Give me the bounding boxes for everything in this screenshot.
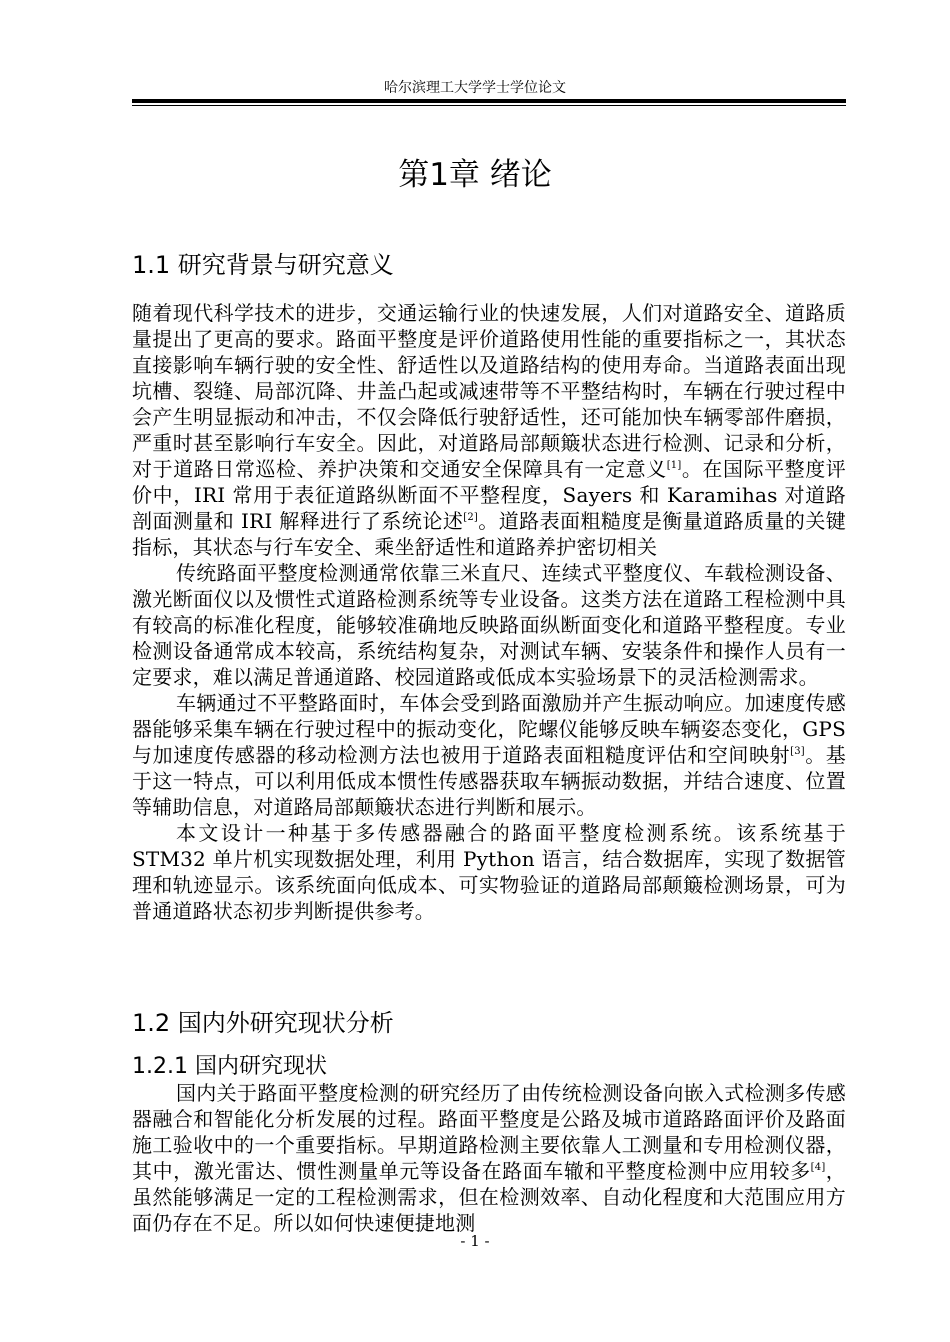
text-run: ，虽然能够满足一定的工程检测需求，但在检测效率、自动化程度和大范围应用方面仍存在不足。所以如何快速便捷地测: [132, 1159, 846, 1235]
citation-mark: [3]: [790, 746, 805, 757]
text-run: 传统路面平整度检测通常依靠三米直尺、连续式平整度仪、车载检测设备、激光断面仪以及惯性式道路检测系统等专业设备。这类方法在道路工程检测中具有较高的标准化程度，能够较准确地反映路面纵断面变化和道路平整程度。专业检测设备通常成本较高，系统结构复杂，对测试车辆、安装条件和操作人员有一定要求，难以满足普通道路、校园道路或低成本实验场景下的灵活检测需求。: [132, 561, 846, 689]
text-run: 随着现代科学技术的进步，交通运输行业的快速发展，人们对道路安全、道路质量提出了更高的要求。路面平整度是评价道路使用性能的重要指标之一，其状态直接影响车辆行驶的安全性、舒适性以及道路结构的使用寿命。当道路表面出现坑槽、裂缝、局部沉降、井盖凸起或减速带等不平整结构时，车辆在行驶过程中会产生明显振动和冲击，不仅会降低行驶舒适性，还可能加快车辆零部件磨损，严重时甚至影响行车安全。因此，对道路局部颠簸状态进行检测、记录和分析，对于道路日常巡检、养护决策和交通安全保障具有一定意义: [132, 301, 846, 481]
text-run: 国内关于路面平整度检测的研究经历了由传统检测设备向嵌入式检测多传感器融合和智能化分析发展的过程。路面平整度是公路及城市道路路面评价及路面施工验收中的一个重要指标。早期道路检测主要依靠人工测量和专用检测仪器，其中，激光雷达、惯性测量单元等设备在路面车辙和平整度检测中应用较多: [132, 1081, 846, 1183]
section-heading-1-1: 1.1 研究背景与研究意义: [132, 251, 394, 279]
paragraph: [132, 820, 846, 924]
page-number: - 1 -: [460, 1232, 490, 1250]
section-1-2-1-body: [132, 1080, 846, 1236]
text-run: 本文设计一种基于多传感器融合的路面平整度检测系统。该系统基于STM32 单片机实现数据处理，利用 Python 语言，结合数据库，实现了数据管理和轨迹显示。该系统面向低成本、可实物验证的道路局部颠簸检测场景，可为普通道路状态初步判断提供参考。: [132, 821, 846, 923]
subsection-heading-1-2-1: 1.2.1 国内研究现状: [132, 1054, 327, 1079]
citation-mark: [2]: [463, 512, 479, 523]
header-rule-thin: [132, 105, 846, 106]
text-run: 。在国际平整度评价中，IRI 常用于表征道路纵断面不平整程度，Sayers 和 Karamihas 对道路剖面测量和 IRI 解释进行了系统论述: [132, 457, 846, 533]
text-run: 车辆通过不平整路面时，车体会受到路面激励并产生振动响应。加速度传感器能够采集车辆在行驶过程中的振动变化，陀螺仪能够反映车辆姿态变化，GPS 与加速度传感器的移动检测方法也被用于道路表面粗糙度评估和空间映射: [132, 691, 846, 767]
running-header: 哈尔滨理工大学学士学位论文: [384, 80, 566, 96]
section-heading-1-2: 1.2 国内外研究现状分析: [132, 1009, 394, 1037]
chapter-title: 第1章 绪论: [398, 157, 552, 193]
section-1-1-body: [132, 300, 846, 924]
paragraph: [132, 560, 846, 690]
citation-mark: [4]: [810, 1162, 826, 1173]
citation-mark: [1]: [666, 460, 682, 471]
paragraph: [132, 300, 846, 560]
text-run: 。基于这一特点，可以利用低成本惯性传感器获取车辆振动数据，并结合速度、位置等辅助信息，对道路局部颠簸状态进行判断和展示。: [132, 743, 846, 819]
paragraph: [132, 690, 846, 820]
text-run: 。道路表面粗糙度是衡量道路质量的关键指标，其状态与行车安全、乘坐舒适性和道路养护密切相关: [132, 509, 846, 559]
header-rule-thick: [132, 99, 846, 103]
paragraph: [132, 1080, 846, 1236]
